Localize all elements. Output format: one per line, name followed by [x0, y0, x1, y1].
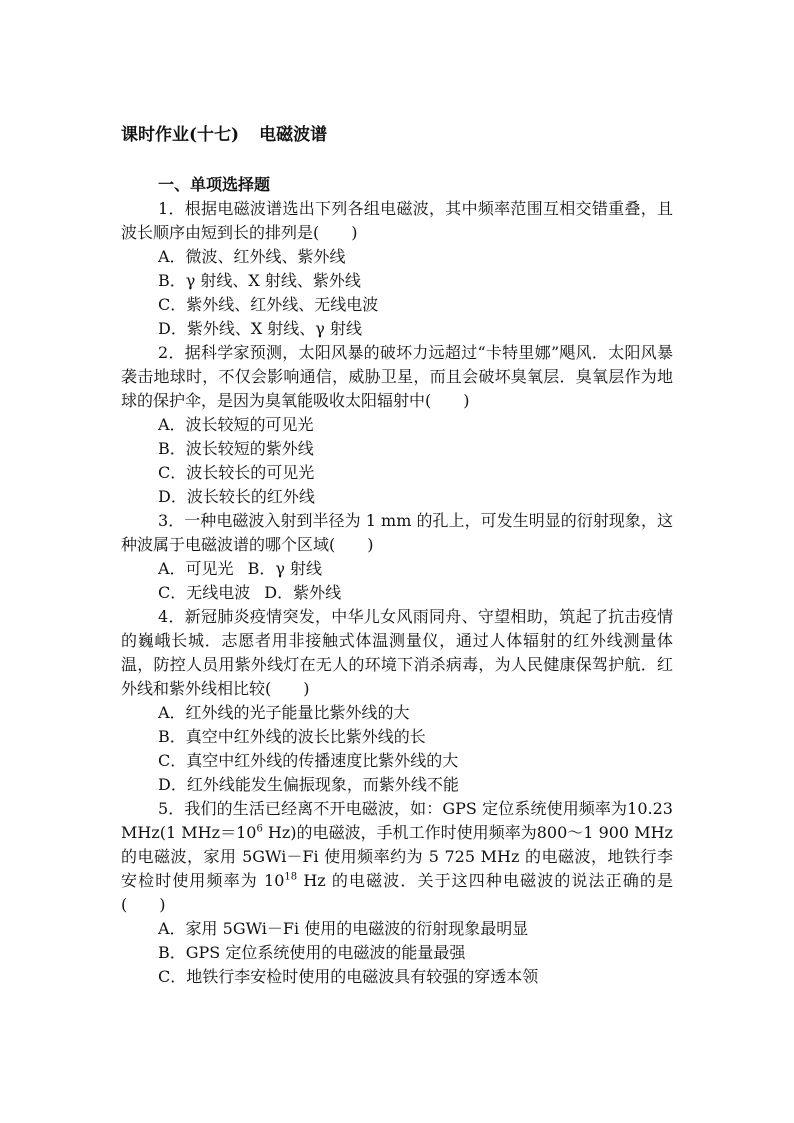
question-3 — [121, 509, 673, 605]
question-5 — [121, 797, 673, 989]
option-a: A．红外线的光子能量比紫外线的大 — [158, 703, 410, 722]
stem-part: Hz 的电磁波．关于这四种电磁波的说法正确的是( ) — [121, 871, 673, 914]
option-c: C．真空中红外线的传播速度比紫外线的大 — [158, 751, 459, 770]
title-main: 课时作业(十七) — [121, 125, 240, 145]
option-b: B．波长较短的紫外线 — [158, 439, 314, 458]
option-a: A．波长较短的可见光 — [158, 415, 314, 434]
option-b: B．GPS 定位系统使用的电磁波的能量最强 — [158, 943, 466, 962]
option-d: D．紫外线、X 射线、γ 射线 — [158, 319, 362, 338]
stem-part: 5．我们的生活已经离不开电磁波，如：GPS 定位系统使用频率为10.23 MHz(1 MHz＝10 — [121, 799, 673, 842]
question-1 — [121, 197, 673, 341]
option-b: B．γ 射线 — [247, 559, 322, 578]
option-b: B．γ 射线、X 射线、紫外线 — [158, 271, 361, 290]
option-b: B．真空中红外线的波长比紫外线的长 — [158, 727, 426, 746]
option-c: C．紫外线、红外线、无线电波 — [158, 295, 379, 314]
document-page — [121, 123, 673, 989]
option-c: C．波长较长的可见光 — [158, 463, 315, 482]
question-2 — [121, 341, 673, 509]
title-sub: 电磁波谱 — [259, 125, 328, 145]
page-title — [121, 123, 673, 147]
option-d: D．波长较长的红外线 — [158, 487, 315, 506]
option-d: D．红外线能发生偏振现象，而紫外线不能 — [158, 775, 459, 794]
question-stem — [121, 797, 673, 917]
option-c: C．地铁行李安检时使用的电磁波具有较强的穿透本领 — [158, 967, 539, 986]
question-stem: 4．新冠肺炎疫情突发，中华儿女风雨同舟、守望相助，筑起了抗击疫情的巍峨长城．志愿者用非接触式体温测量仪，通过人体辐射的红外线测量体温，防控人员用紫外线灯在无人的环境下消杀病毒，为人民健康保驾护航．红外线和紫外线相比较( ) — [121, 607, 673, 698]
option-d: D．紫外线 — [264, 583, 342, 602]
section-heading: 一、单项选择题 — [158, 175, 271, 194]
option-a: A．可见光 — [158, 559, 234, 578]
option-a: A．微波、红外线、紫外线 — [158, 247, 346, 266]
option-row — [121, 581, 673, 605]
question-stem: 2．据科学家预测，太阳风暴的破坏力远超过“卡特里娜”飓风．太阳风暴袭击地球时，不仅会影响通信，威胁卫星，而且会破坏臭氧层．臭氧层作为地球的保护伞，是因为臭氧能吸收太阳辐射中( ) — [121, 343, 673, 410]
stem-part: Hz)的电磁波，手机工作时使用频率为800～1 900 MHz 的电磁波，家用 5GWi－Fi 使用频率约为 5 725 MHz 的电磁波，地铁行李安检时使用频率为 10 — [121, 823, 673, 890]
exponent: 6 — [256, 823, 263, 835]
question-stem: 1．根据电磁波谱选出下列各组电磁波，其中频率范围互相交错重叠，且波长顺序由短到长的排列是( ) — [121, 199, 673, 242]
option-a: A．家用 5GWi－Fi 使用的电磁波的衍射现象最明显 — [158, 919, 529, 938]
exponent: 18 — [284, 871, 298, 883]
option-c: C．无线电波 — [158, 583, 251, 602]
question-stem: 3．一种电磁波入射到半径为 1 mm 的孔上，可发生明显的衍射现象，这种波属于电磁波谱的哪个区域( ) — [121, 511, 673, 554]
question-4 — [121, 605, 673, 797]
option-row — [121, 557, 673, 581]
